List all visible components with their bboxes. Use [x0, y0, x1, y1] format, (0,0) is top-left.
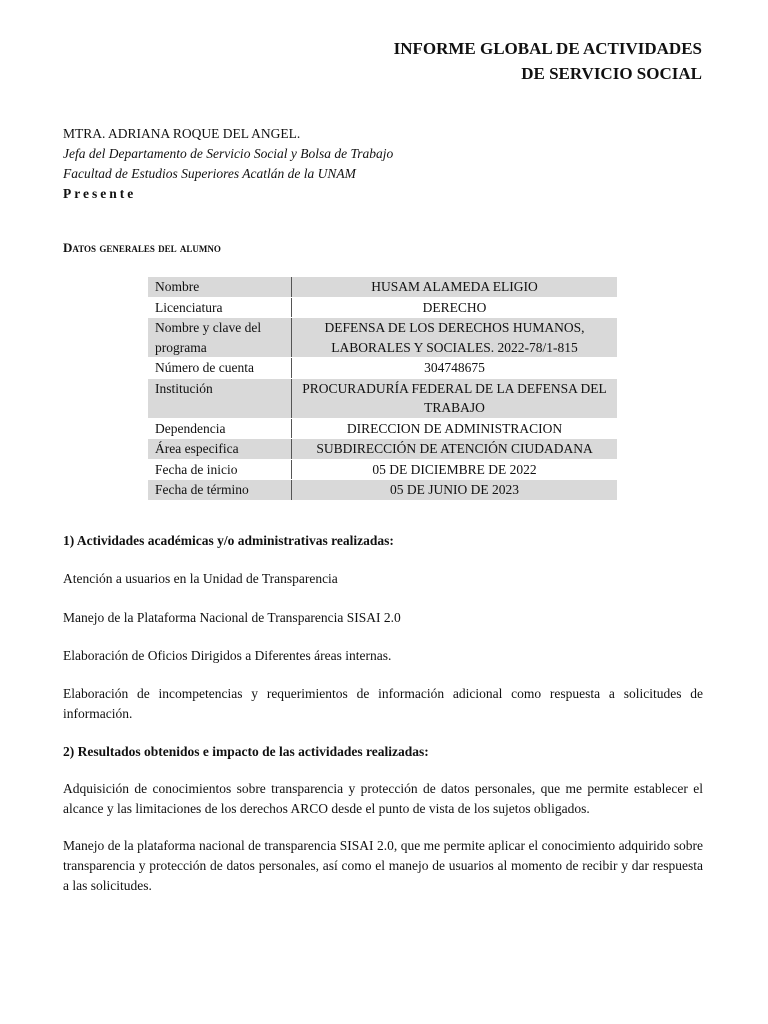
table-row	[148, 418, 617, 439]
document-title	[394, 36, 702, 86]
row-value: HUSAM ALAMEDA ELIGIO	[292, 277, 618, 297]
addressee-institution: Facultad de Estudios Superiores Acatlán de la UNAM	[63, 166, 356, 181]
row-value: 05 DE DICIEMBRE DE 2022	[292, 459, 618, 480]
section-label-student-data: Datos generales del alumno	[63, 240, 221, 255]
row-key: Institución	[148, 378, 292, 418]
table-row	[148, 318, 617, 358]
title-line-2: DE SERVICIO SOCIAL	[521, 64, 702, 83]
addressee-presente: Presente	[63, 186, 137, 201]
table-row	[148, 459, 617, 480]
row-key: Nombre	[148, 277, 292, 297]
row-key: Nombre y clave del programa	[148, 318, 292, 358]
addressee-position: Jefa del Departamento de Servicio Social y Bolsa de Trabajo	[63, 146, 394, 161]
table-row	[148, 358, 617, 379]
addressee-name: MTRA. ADRIANA ROQUE DEL ANGEL.	[63, 126, 301, 141]
table-row	[148, 378, 617, 418]
student-data-table	[148, 277, 617, 501]
row-key: Licenciatura	[148, 297, 292, 318]
row-value: 05 DE JUNIO DE 2023	[292, 480, 618, 501]
row-value: SUBDIRECCIÓN DE ATENCIÓN CIUDADANA	[292, 439, 618, 460]
section1-item: Manejo de la Plataforma Nacional de Transparencia SISAI 2.0	[63, 610, 401, 625]
addressee-block	[63, 124, 393, 204]
section1-number: 1)	[63, 533, 75, 548]
row-key: Área especifica	[148, 439, 292, 460]
table-row	[148, 439, 617, 460]
row-key: Dependencia	[148, 418, 292, 439]
section2-heading-text: Resultados obtenidos e impacto de las actividades realizadas:	[77, 744, 429, 759]
title-line-1: INFORME GLOBAL DE ACTIVIDADES	[393, 39, 702, 58]
table-row	[148, 277, 617, 297]
section1-item: Atención a usuarios en la Unidad de Transparencia	[63, 571, 338, 586]
row-value: DERECHO	[292, 297, 618, 318]
section1-heading-text: Actividades académicas y/o administrativas realizadas:	[76, 533, 394, 548]
row-value: DIRECCION DE ADMINISTRACION	[292, 418, 618, 439]
section2-item: Manejo de la plataforma nacional de transparencia SISAI 2.0, que me permite aplicar el conocimiento adquirido sobre transparencia y protección de datos personales, así como el manejo de usuarios al momento de recibir y dar respuesta a las solicitudes.	[63, 838, 703, 893]
row-key: Número de cuenta	[148, 358, 292, 379]
row-key: Fecha de inicio	[148, 459, 292, 480]
section1-item: Elaboración de Oficios Dirigidos a Diferentes áreas internas.	[63, 648, 392, 663]
section2-item: Adquisición de conocimientos sobre transparencia y protección de datos personales, que me permite establecer el alcance y las limitaciones de los derechos ARCO desde el punto de vista de los sujetos obligados.	[63, 781, 703, 816]
row-value: DEFENSA DE LOS DERECHOS HUMANOS, LABORALES Y SOCIALES. 2022-78/1-815	[292, 318, 618, 358]
table-row	[148, 480, 617, 501]
section2-heading	[63, 742, 703, 762]
section2-number: 2)	[63, 744, 75, 759]
row-value: PROCURADURÍA FEDERAL DE LA DEFENSA DEL TRABAJO	[292, 378, 618, 418]
section1-heading	[63, 531, 703, 551]
section1-item: Elaboración de incompetencias y requerimientos de información adicional como respuesta a solicitudes de información.	[63, 686, 703, 721]
row-value: 304748675	[292, 358, 618, 379]
row-key: Fecha de término	[148, 480, 292, 501]
table-row	[148, 297, 617, 318]
